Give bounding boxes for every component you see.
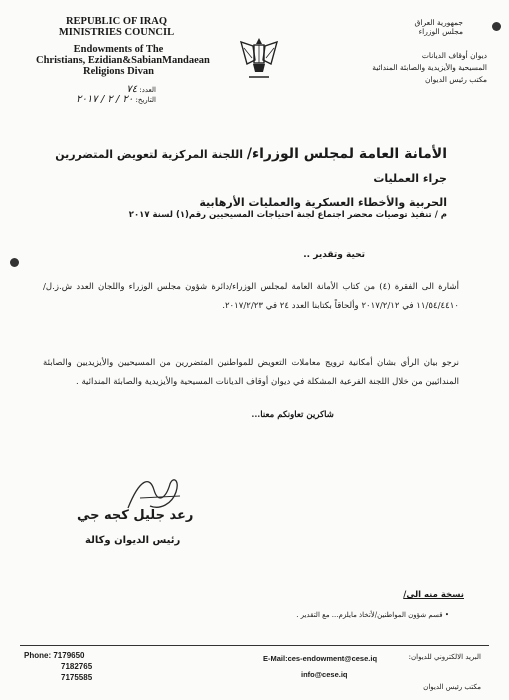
ref-number-value: ٧٤ [126,84,138,95]
body-paragraph-1: أشارة الى الفقرة (٤) من كتاب الأمانة العامة لمجلس الوزراء/دائرة شؤون مجلس الوزراء واللجان العدد ش.ز.ل/١١/٥٤/٤٤١٠ في ٢٠١٧/٢/١٢ وألحاقاً بكتابنا العدد ٢٤ في ٢٠١٧/٢/٢٣. [43,282,459,311]
addressee-main: الأمانة العامة لمجلس الوزراء/ [246,146,447,162]
bullet-icon: • [442,611,449,619]
ar-divan-line-1: ديوان أوقاف الديانات [421,51,487,60]
ar-divan-line-3: مكتب رئيس الديوان [425,75,487,84]
subject-line: م / تنفيذ توصيات محضر اجتماع لجنة احتياجات المسيحيين رقم(١) لسنة ٢٠١٧ [128,210,447,220]
english-divan-name [36,44,210,77]
ar-divan-line-2: المسيحية والأيزيدية والصابئة المندائية [372,63,487,72]
footer-phones [24,650,92,683]
ref-date-label: التاريخ: [135,96,156,104]
ar-republic: جمهورية العراق [414,18,463,27]
punch-hole-top [492,22,501,31]
footer-divider [20,645,489,646]
english-header [54,16,179,38]
email-address-2: info@cese.iq [301,670,348,679]
copies-label: نسخة منه الى/ [403,590,464,600]
en-council: MINISTRIES COUNCIL [58,27,175,38]
addressee-line-2: الحربية والأخطاء العسكرية والعمليات الأرهابية [199,196,447,209]
arabic-header [343,18,463,36]
greeting: تحية وتقدير .. [303,250,365,260]
addressee [37,142,447,215]
body-paragraph-2: نرجو بيان الرأي بشان أمكانية ترويج معاملات التعويض للمواطنين المتضررين من المسيحيين والأيزيديين والصابئة المندائيين من خلال اللجنة الفرعية المشكلة في ديوان أوقاف الديانات المسيحية والأيزيدية والصابئة المندائية . [43,358,459,387]
arabic-divan-name [337,50,487,86]
footer-arabic [409,650,481,694]
punch-hole-middle [10,258,19,267]
ar-office-label: مكتب رئيس الديوان [423,683,481,691]
addressee-committee: اللجنة المركزية لتعويض المتضررين جراء العمليات [55,148,447,185]
ref-date-value: ٢٠ / ٢ / ٢٠١٧ [76,94,134,105]
email-address: ces-endowment@cese.iq [287,654,378,663]
ar-email-label: البريد الالكتروني للديوان: [408,653,481,661]
email-label: E-Mail: [263,654,288,663]
en-divan-line-2: Christians, Ezidian&SabianMandaean [36,55,210,66]
copies-item-text: قسم شؤون المواطنين/لأتخاذ مايلزم... مع التقدير . [296,611,443,619]
eagle-emblem-icon [239,34,279,82]
copies-item [296,611,449,619]
phone-label: Phone: [24,651,52,660]
closing-thanks: شاكرين تعاونكم معنا... [251,410,334,420]
phone-number-1: 7179650 [53,651,85,660]
signatory-name: رعد جليل كجه جي [77,508,194,523]
phone-number-3: 7175585 [61,673,93,682]
reference-block [56,85,156,105]
ref-number-label: العدد: [139,86,156,94]
en-divan-line-3: Religions Divan [83,66,154,77]
phone-number-2: 7182765 [61,662,93,671]
signatory-title: رئيس الديوان وكالة [85,535,181,546]
en-divan-line-1: Endowments of The [73,44,164,55]
footer-email [263,651,377,683]
ar-council: مجلس الوزراء [418,27,463,36]
en-republic: REPUBLIC OF IRAQ [65,16,168,27]
